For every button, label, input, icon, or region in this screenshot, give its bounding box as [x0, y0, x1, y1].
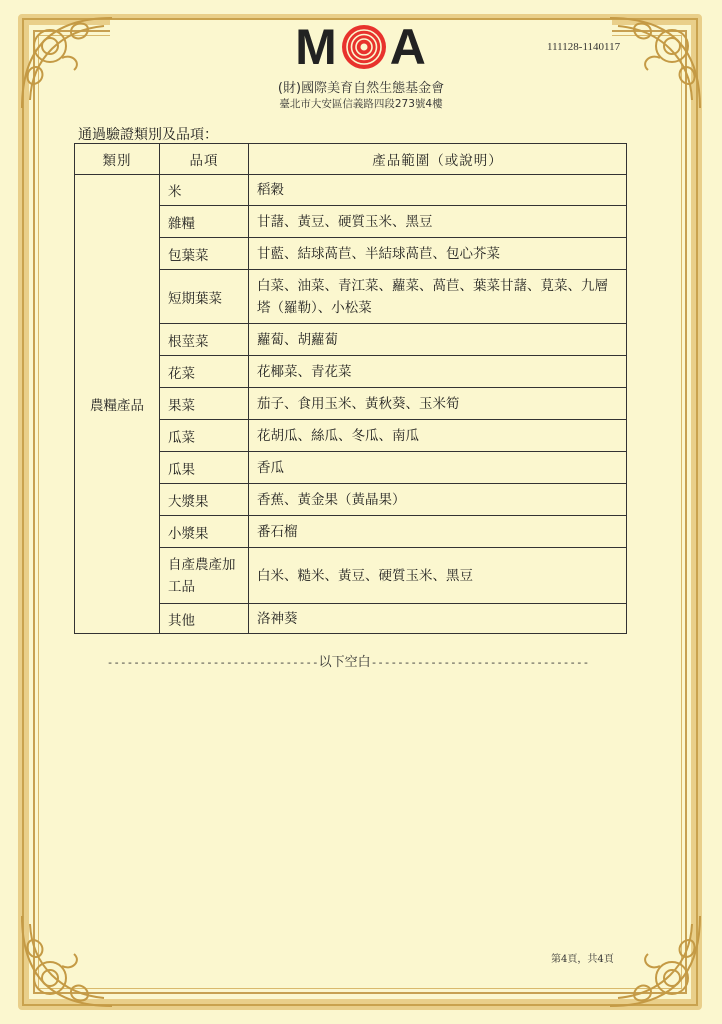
section-title: 通過驗證類別及品項：	[78, 127, 218, 143]
range-cell: 甘藍、結球萵苣、半結球萵苣、包心芥菜	[249, 238, 627, 270]
range-cell: 甘藷、黃豆、硬質玉米、黑豆	[249, 206, 627, 238]
blank-below-marker: --------------------------------以下空白---------------------------------	[106, 655, 590, 670]
corner-ornament-icon	[12, 906, 122, 1016]
blank-below-text: 以下空白	[318, 655, 371, 670]
range-cell: 白米、糙米、黃豆、硬質玉米、黑豆	[249, 548, 627, 604]
table-header-row	[75, 144, 627, 175]
item-cell: 其他	[160, 604, 249, 634]
item-cell: 米	[160, 175, 249, 206]
organization-address: 臺北市大安區信義路四段273號4樓	[279, 98, 443, 110]
header-range: 產品範圍（或說明）	[249, 144, 627, 175]
logo-letter-a: A	[389, 19, 427, 75]
range-cell: 花椰菜、青花菜	[249, 356, 627, 388]
item-cell: 花菜	[160, 356, 249, 388]
item-cell: 瓜菜	[160, 420, 249, 452]
moa-logo	[271, 19, 451, 75]
page-number: 第4頁，共4頁	[551, 950, 614, 965]
header-category: 類別	[75, 144, 160, 175]
item-cell: 包葉菜	[160, 238, 249, 270]
range-cell: 稻穀	[249, 175, 627, 206]
organization-name: (財)國際美育自然生態基金會	[277, 81, 445, 96]
document-code: 111128-1140117	[547, 41, 621, 53]
item-cell: 大漿果	[160, 484, 249, 516]
item-cell: 短期葉菜	[160, 270, 249, 324]
range-cell: 香蕉、黃金果（黃晶果）	[249, 484, 627, 516]
item-cell: 果菜	[160, 388, 249, 420]
header-item: 品項	[160, 144, 249, 175]
logo-ring-icon	[341, 24, 387, 70]
category-cell: 農糧產品	[75, 175, 160, 634]
logo-letter-m: M	[295, 19, 338, 75]
item-cell: 瓜果	[160, 452, 249, 484]
range-cell: 白菜、油菜、青江菜、蘿菜、萵苣、葉菜甘藷、莧菜、九層塔（羅勒）、小松菜	[249, 270, 627, 324]
range-cell: 花胡瓜、絲瓜、冬瓜、南瓜	[249, 420, 627, 452]
item-cell: 小漿果	[160, 516, 249, 548]
range-cell: 洛神葵	[249, 604, 627, 634]
table-row	[75, 175, 627, 206]
range-cell: 香瓜	[249, 452, 627, 484]
range-cell: 蘿蔔、胡蘿蔔	[249, 324, 627, 356]
certification-table	[74, 143, 627, 634]
item-cell: 自產農產加工品	[160, 548, 249, 604]
item-cell: 雜糧	[160, 206, 249, 238]
range-cell: 番石榴	[249, 516, 627, 548]
corner-ornament-icon	[600, 906, 710, 1016]
item-cell: 根莖菜	[160, 324, 249, 356]
range-cell: 茄子、食用玉米、黃秋葵、玉米筍	[249, 388, 627, 420]
